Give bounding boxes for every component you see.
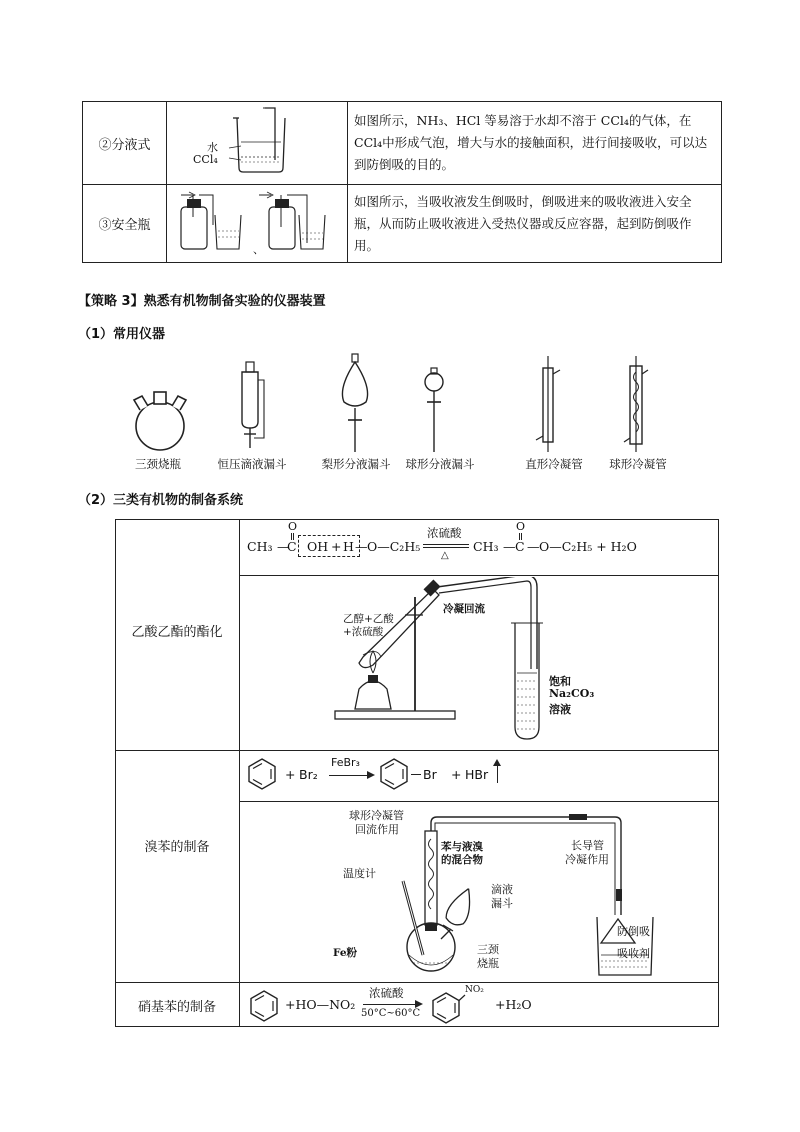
eq-plus: + bbox=[331, 539, 342, 554]
row-label-cell bbox=[83, 102, 167, 185]
bromobenzene-equation bbox=[245, 753, 715, 799]
ball-funnel-icon bbox=[425, 368, 443, 452]
eq-prod-o: O bbox=[516, 520, 526, 533]
anti-suckback-table bbox=[82, 101, 722, 263]
mixture-label-2: 的混合物 bbox=[441, 854, 483, 866]
row-label: ②分液式 bbox=[98, 137, 151, 153]
subheading-common-instruments: （1）常用仪器 bbox=[78, 327, 166, 342]
thermometer-label: 温度计 bbox=[343, 867, 376, 880]
eq-prod-c: C bbox=[515, 539, 525, 554]
three-neck-flask-label-2: 烧瓶 bbox=[477, 957, 499, 970]
ester-label: 乙酸乙酯的酯化 bbox=[131, 625, 223, 640]
eq-no2: NO₂ bbox=[465, 985, 484, 995]
bromobenzene-label: 溴苯的制备 bbox=[144, 840, 210, 855]
bromobenzene-apparatus-figure bbox=[335, 805, 665, 981]
ester-reflux-label: 冷凝回流 bbox=[443, 603, 485, 615]
row-label: ③安全瓶 bbox=[98, 218, 151, 233]
table-row bbox=[83, 102, 722, 185]
instrument-label: 恒压滴液漏斗 bbox=[217, 457, 287, 471]
eq-catalyst: FeBr₃ bbox=[331, 756, 360, 769]
ester-reactants-label: 乙醇+乙酸 bbox=[343, 613, 394, 625]
eq-cond-bottom: △ bbox=[441, 550, 449, 561]
eq-cond-top: 浓硫酸 bbox=[369, 986, 404, 1000]
straight-condenser-icon bbox=[536, 356, 560, 452]
long-tube-label-2: 冷凝作用 bbox=[565, 853, 609, 866]
table-row bbox=[83, 185, 722, 263]
instrument-label: 球形分液漏斗 bbox=[405, 457, 475, 471]
eq-hbr: HBr bbox=[465, 767, 489, 782]
instrument-drawings bbox=[108, 352, 698, 452]
ccl4-label: CCl₄ bbox=[193, 153, 218, 166]
instrument-label: 直形冷凝管 bbox=[525, 457, 583, 471]
ester-apparatus-figure bbox=[315, 577, 645, 749]
instrument-label: 球形冷凝管 bbox=[609, 457, 667, 471]
ester-saturated-label: 饱和 bbox=[549, 675, 571, 688]
separating-beaker-figure bbox=[167, 102, 347, 180]
fe-powder-label: Fe粉 bbox=[333, 947, 358, 959]
eq-c: C bbox=[287, 539, 297, 554]
eq-reagent: +HO—NO₂ bbox=[285, 997, 356, 1012]
three-neck-flask-icon bbox=[134, 392, 186, 450]
instrument-gallery bbox=[108, 352, 698, 472]
nitrobenzene-label: 硝基苯的制备 bbox=[137, 1000, 216, 1015]
nitrobenzene-ring-icon bbox=[429, 987, 469, 1027]
eq-plus: + bbox=[451, 767, 462, 782]
dropping-funnel-label-2: 漏斗 bbox=[491, 897, 513, 910]
three-neck-flask-label: 三颈 bbox=[477, 943, 499, 956]
figure-separator: 、 bbox=[253, 243, 264, 256]
figure-cell bbox=[167, 102, 348, 185]
ester-na2co3-label: Na₂CO₃ bbox=[549, 687, 595, 700]
eq-oh: OH bbox=[307, 539, 329, 554]
water-label: 水 bbox=[207, 141, 218, 154]
prep-table bbox=[115, 519, 719, 1027]
ester-equation: CH₃ — C O OH + H — O—C₂H₅ 浓硫酸 △ CH₃ — C O — O—C₂H₅ + H₂O bbox=[247, 520, 637, 561]
benzene-ring-icon bbox=[377, 757, 411, 791]
figure-cell bbox=[167, 185, 348, 263]
row-label-cell bbox=[83, 185, 167, 263]
eq-prod-ch3: CH₃ bbox=[473, 539, 499, 554]
bulb-condenser-icon bbox=[624, 356, 648, 452]
long-tube-label: 长导管 bbox=[571, 839, 604, 852]
mixture-label: 苯与液溴 bbox=[441, 841, 483, 853]
ester-solution-label: 溶液 bbox=[549, 703, 571, 716]
eq-ch3: CH₃ bbox=[247, 539, 273, 554]
ester-reactants-label-2: +浓硫酸 bbox=[343, 626, 384, 638]
dropping-funnel-label: 滴液 bbox=[491, 883, 513, 896]
eq-plus: + bbox=[285, 767, 296, 782]
instrument-label: 三颈烧瓶 bbox=[135, 457, 181, 471]
strategy-title: 【策略 3】熟悉有机物制备实验的仪器装置 bbox=[78, 294, 326, 309]
eq-product-water: +H₂O bbox=[495, 997, 532, 1012]
pear-funnel-icon bbox=[342, 354, 367, 452]
benzene-ring-icon bbox=[245, 757, 279, 791]
eq-oc2h5: O—C₂H₅ bbox=[367, 539, 421, 554]
nitrobenzene-equation bbox=[245, 985, 715, 1027]
eq-br2: Br₂ bbox=[299, 767, 318, 782]
benzene-ring-icon bbox=[247, 989, 281, 1023]
bulb-condenser-label-2: 回流作用 bbox=[355, 823, 399, 836]
row-description: 如图所示，当吸收液发生倒吸时，倒吸进来的吸收液进入安全瓶，从而防止吸收液进入受热仪器或反应容器，起到防倒吸作用。 bbox=[348, 185, 722, 263]
eq-o-top: O bbox=[288, 520, 298, 533]
pressure-funnel-icon bbox=[242, 362, 264, 448]
row-description: 如图所示，NH₃、HCl 等易溶于水却不溶于 CCl₄的气体，在 CCl₄中形成气泡，增大与水的接触面积，进行间接吸收，可以达到防倒吸的目的。 bbox=[348, 102, 722, 185]
eq-cond-top: 浓硫酸 bbox=[427, 526, 462, 540]
eq-br: Br bbox=[423, 767, 437, 782]
bulb-condenser-label: 球形冷凝管 bbox=[349, 809, 404, 822]
absorbent-label: 吸收剂 bbox=[617, 947, 650, 960]
eq-cond-bottom: 50°C~60°C bbox=[361, 1008, 421, 1019]
instrument-label: 梨形分液漏斗 bbox=[321, 457, 391, 471]
anti-suckback-label: 防倒吸 bbox=[617, 925, 650, 938]
eq-prod-rest: O—C₂H₅ + H₂O bbox=[539, 539, 637, 554]
eq-dash: — bbox=[277, 539, 290, 554]
subheading-prep-systems: （2）三类有机物的制备系统 bbox=[78, 493, 244, 508]
eq-h: H bbox=[343, 539, 354, 554]
